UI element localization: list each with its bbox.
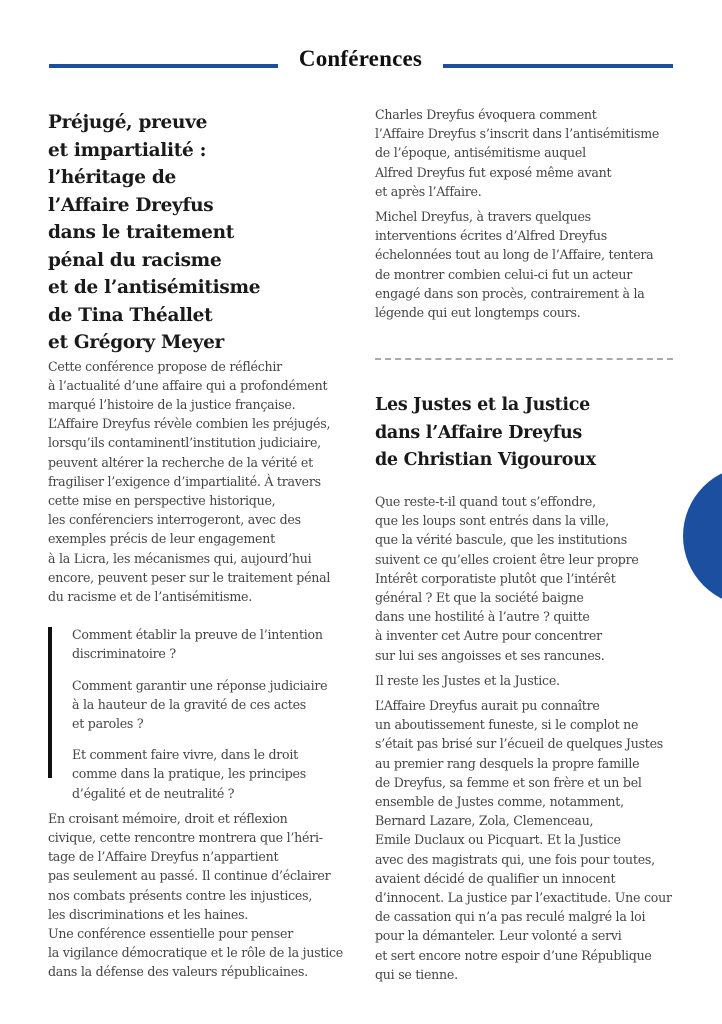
text-line: de montrer combien celui-ci fut un acteur bbox=[375, 266, 632, 282]
text-line: et paroles ? bbox=[72, 715, 144, 731]
title-line: et impartialité : bbox=[48, 139, 207, 161]
text-line: Intérêt corporatiste plutôt que l’intérêt bbox=[375, 570, 616, 586]
text-line: En croisant mémoire, droit et réflexion bbox=[48, 810, 288, 826]
text-line: de cassation qui n’a pas reculé malgré la loi bbox=[375, 909, 646, 925]
title-line: de Tina Théallet bbox=[48, 304, 213, 326]
text-line: fragiliser l’exigence d’impartialité. À travers bbox=[48, 473, 321, 489]
text-line: Il reste les Justes et la Justice. bbox=[375, 672, 560, 688]
text-line: Charles Dreyfus évoquera comment bbox=[375, 107, 597, 122]
text-line: avec des magistrats qui, une fois pour toutes, bbox=[375, 851, 655, 867]
header-rule-right bbox=[443, 64, 673, 68]
text-line: Une conférence essentielle pour penser bbox=[48, 925, 293, 941]
text-line: Comment établir la preuve de l’intention bbox=[72, 627, 323, 643]
speaker-paragraph bbox=[375, 105, 675, 201]
text-line: Et comment faire vivre, dans le droit bbox=[72, 747, 298, 763]
text-line: civique, cette rencontre montrera que l’héri- bbox=[48, 829, 323, 845]
text-line: légende qui eut longtemps cours. bbox=[375, 305, 581, 321]
title-line: Préjugé, preuve bbox=[48, 112, 208, 133]
text-line: encore, peuvent peser sur le traitement pénal bbox=[48, 569, 331, 585]
text-line: Michel Dreyfus, à travers quelques bbox=[375, 209, 591, 225]
text-line: dans une hostilité à l’autre ? quitte bbox=[375, 609, 590, 625]
text-line: comme dans la pratique, les principes bbox=[72, 766, 306, 782]
text-line: à inventer cet Autre pour concentrer bbox=[375, 628, 602, 644]
conference-1-intro bbox=[48, 357, 348, 607]
text-line: Bernard Lazare, Zola, Clemenceau, bbox=[375, 813, 594, 829]
title-line: dans le traitement bbox=[48, 222, 235, 243]
conference-2-title bbox=[375, 392, 596, 475]
text-line: la vigilance démocratique et le rôle de la justice bbox=[48, 945, 343, 961]
text-line: un aboutissement funeste, si le complot ne bbox=[375, 717, 639, 733]
text-line: à la Licra, les mécanismes qui, aujourd’hui bbox=[48, 550, 312, 566]
body-paragraph bbox=[375, 696, 675, 984]
conference-1-title bbox=[48, 109, 348, 357]
text-line: échelonnées tout au long de l’Affaire, tentera bbox=[375, 247, 654, 263]
text-line: de l’époque, antisémitisme auquel bbox=[375, 145, 586, 161]
title-line: dans l’Affaire Dreyfus bbox=[375, 422, 582, 443]
text-line: tage de l’Affaire Dreyfus n’appartient bbox=[48, 849, 279, 865]
question bbox=[72, 625, 348, 663]
speaker-paragraph bbox=[375, 207, 675, 322]
text-line: nos combats présents contre les injustices, bbox=[48, 887, 313, 903]
text-line: lorsqu’ils contaminentl’institution judiciaire, bbox=[48, 435, 321, 451]
body-paragraph bbox=[375, 492, 675, 665]
body-paragraph bbox=[375, 671, 675, 690]
title-line: l’Affaire Dreyfus bbox=[48, 194, 214, 216]
text-line: Emile Duclaux ou Picquart. Et la Justice bbox=[375, 832, 621, 848]
decorative-half-circle bbox=[683, 466, 722, 606]
title-line: Les Justes et la Justice bbox=[375, 395, 590, 415]
question bbox=[72, 676, 348, 734]
text-line: pas seulement au passé. Il continue d’éclairer bbox=[48, 868, 331, 884]
text-line: pour la démanteler. Leur volonté a servi bbox=[375, 928, 622, 944]
text-line: L’Affaire Dreyfus révèle combien les préjugés, bbox=[48, 416, 331, 432]
text-line: Comment garantir une réponse judiciaire bbox=[72, 677, 328, 693]
text-line: du racisme et de l’antisémitisme. bbox=[48, 588, 253, 604]
text-line: suivent ce qu’elles croient être leur propre bbox=[375, 551, 639, 567]
text-line: d’égalité et de neutralité ? bbox=[72, 785, 235, 801]
text-line: et sert encore notre espoir d’une République bbox=[375, 947, 652, 963]
section-divider bbox=[375, 358, 673, 360]
title-line: de Christian Vigouroux bbox=[375, 450, 596, 470]
conference-1 bbox=[48, 109, 348, 982]
text-line: général ? Et que la société baigne bbox=[375, 590, 584, 606]
text-line: que les loups sont entrés dans la ville, bbox=[375, 513, 609, 529]
text-line: qui se tienne. bbox=[375, 966, 458, 982]
text-line: les discriminations et les haines. bbox=[48, 906, 249, 922]
text-line: sur lui ses angoisses et ses rancunes. bbox=[375, 647, 605, 663]
text-line: interventions écrites d’Alfred Dreyfus bbox=[375, 228, 607, 244]
title-line: l’héritage de bbox=[48, 167, 176, 188]
text-line: et après l’Affaire. bbox=[375, 183, 482, 199]
title-line: et de l’antisémitisme bbox=[48, 277, 261, 298]
text-line: Alfred Dreyfus fut exposé même avant bbox=[375, 164, 612, 180]
text-line: à la hauteur de la gravité de ces actes bbox=[72, 696, 307, 712]
text-line: marqué l’histoire de la justice française. bbox=[48, 396, 296, 412]
question bbox=[72, 745, 348, 803]
page-header bbox=[0, 44, 722, 84]
text-line: les conférenciers interrogeront, avec des bbox=[48, 512, 301, 528]
page-title: Conférences bbox=[298, 46, 423, 71]
conference-1-outro bbox=[48, 809, 348, 982]
header-rule-left bbox=[49, 64, 278, 68]
title-line: pénal du racisme bbox=[48, 249, 222, 271]
text-line: Cette conférence propose de réfléchir bbox=[48, 358, 282, 374]
text-line: d’innocent. La justice par l’exactitude. Une cour bbox=[375, 890, 672, 906]
text-line: exemples précis de leur engagement bbox=[48, 531, 275, 547]
text-line: Que reste-t-il quand tout s’effondre, bbox=[375, 494, 596, 509]
conference-1-questions bbox=[48, 625, 348, 803]
text-line: discriminatoire ? bbox=[72, 646, 176, 662]
text-line: L’Affaire Dreyfus aurait pu connaître bbox=[375, 698, 600, 714]
text-line: dans la défense des valeurs républicaines. bbox=[48, 964, 308, 980]
text-line: cette mise en perspective historique, bbox=[48, 492, 276, 508]
title-line: et Grégory Meyer bbox=[48, 332, 224, 353]
text-line: de Dreyfus, sa femme et son frère et un bel bbox=[375, 774, 642, 790]
text-line: que la vérité bascule, que les institutions bbox=[375, 532, 627, 548]
text-line: peuvent altérer la recherche de la vérité et bbox=[48, 454, 313, 470]
conference-2-body bbox=[375, 492, 675, 984]
text-line: l’Affaire Dreyfus s’inscrit dans l’antisémitisme bbox=[375, 126, 660, 142]
text-line: engagé dans son procès, contrairement à la bbox=[375, 285, 645, 301]
text-line: s’était pas brisé sur l’écueil de quelques Justes bbox=[375, 736, 664, 752]
text-line: ensemble de Justes comme, notamment, bbox=[375, 794, 624, 810]
text-line: au premier rang desquels la propre famille bbox=[375, 755, 640, 771]
conference-1-speakers bbox=[375, 105, 675, 322]
text-line: à l’actualité d’une affaire qui a profondément bbox=[48, 377, 328, 393]
text-line: avaient décidé de qualifier un innocent bbox=[375, 870, 616, 886]
blockquote-bar bbox=[48, 627, 52, 778]
